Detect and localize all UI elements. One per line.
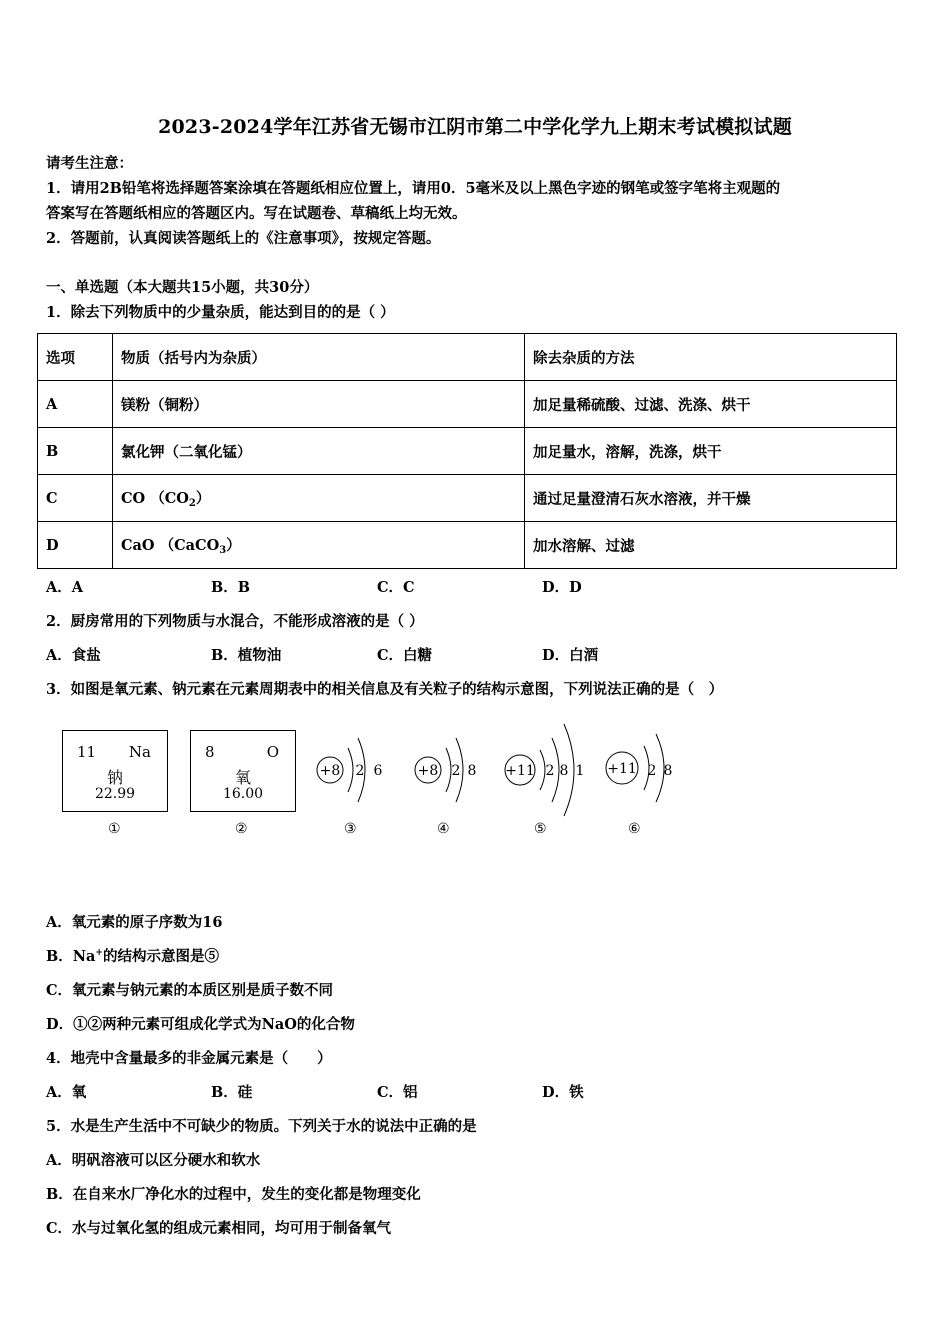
q3-choice-b <box>46 945 219 966</box>
q4-choice-b: B．硅 <box>211 1084 253 1101</box>
table-row <box>38 475 897 522</box>
exam-title: 2023-2024学年江苏省无锡市江阴市第二中学化学九上期末考试模拟试题 <box>158 116 792 138</box>
q2-choice-d: D．白酒 <box>542 647 599 664</box>
q4-choice-c: C．铝 <box>377 1084 418 1101</box>
formula-text: ） <box>226 537 241 554</box>
atom-diagram-5 <box>505 724 584 816</box>
electron-shell-arc <box>446 748 451 792</box>
figure-label-1: ① <box>108 821 121 837</box>
table-cell-substance: 镁粉（铜粉） <box>113 381 525 428</box>
table-header-cell: 选项 <box>38 334 113 381</box>
electron-shell-arc <box>540 750 545 790</box>
q4-choice-d: D．铁 <box>542 1084 584 1101</box>
notice-item-1-line-1: 1．请用2B铅笔将选择题答案涂填在答题纸相应位置上，请用0．5毫米及以上黑色字迹的钢笔或签字笔将主观题的 <box>46 180 781 197</box>
table-cell-method: 加足量稀硫酸、过滤、洗涤、烘干 <box>525 381 897 428</box>
q5-choice-c: C．水与过氧化氢的组成元素相同，均可用于制备氧气 <box>46 1220 392 1237</box>
table-cell-method: 加水溶解、过滤 <box>525 522 897 569</box>
choice-text: B．Na <box>46 948 96 965</box>
atom-diagram-4 <box>415 738 476 802</box>
q4-stem: 4．地壳中含量最多的非金属元素是（ ） <box>46 1050 332 1067</box>
element-card-oxygen <box>190 730 296 812</box>
q1-table <box>37 333 897 569</box>
ion-charge: + <box>95 948 103 958</box>
shell-electron-count: 2 <box>451 763 461 779</box>
figure-label-3: ③ <box>344 821 357 837</box>
table-cell-substance <box>113 475 525 522</box>
nucleus-charge: +11 <box>505 763 535 779</box>
q3-choice-a: A．氧元素的原子序数为16 <box>46 914 223 931</box>
q1-stem: 1．除去下列物质中的少量杂质，能达到目的的是（ ） <box>46 304 395 321</box>
q2-choice-c: C．白糖 <box>377 647 433 664</box>
notice-heading: 请考生注意： <box>46 155 133 172</box>
table-row <box>38 428 897 475</box>
shell-electron-count: 8 <box>663 763 673 779</box>
nucleus-charge: +8 <box>417 763 439 779</box>
q2-choice-a: A．食盐 <box>46 647 101 664</box>
table-cell-option: D <box>38 522 113 569</box>
table-cell-method: 通过足量澄清石灰水溶液，并干燥 <box>525 475 897 522</box>
element-number: 11 <box>77 743 97 761</box>
figure-label-5: ⑤ <box>534 821 547 837</box>
table-header-cell: 物质（括号内为杂质） <box>113 334 525 381</box>
table-row <box>38 522 897 569</box>
electron-shell-arc <box>348 748 353 792</box>
shell-electron-count: 2 <box>355 763 365 779</box>
q1-choice-b: B．B <box>211 579 251 596</box>
table-cell-option: B <box>38 428 113 475</box>
formula-text: ） <box>195 490 211 507</box>
element-mass: 22.99 <box>94 786 136 802</box>
formula-text: CaO （CaCO <box>121 537 220 554</box>
shell-electron-count: 1 <box>575 763 585 779</box>
element-symbol: O <box>266 743 279 761</box>
q5-choice-a: A．明矾溶液可以区分硬水和软水 <box>46 1152 261 1169</box>
table-cell-substance: 氯化钾（二氧化锰） <box>113 428 525 475</box>
atomic-structure-diagrams <box>300 710 700 820</box>
q1-choice-a: A．A <box>46 579 84 596</box>
section-heading: 一、单选题（本大题共15小题，共30分） <box>46 279 319 296</box>
table-row <box>38 381 897 428</box>
element-mass: 16.00 <box>222 786 264 802</box>
nucleus-charge: +11 <box>607 761 637 777</box>
shell-electron-count: 8 <box>559 763 569 779</box>
q4-choice-a: A．氧 <box>46 1084 87 1101</box>
figure-label-4: ④ <box>437 821 450 837</box>
notice-item-1-line-2: 答案写在答题纸相应的答题区内。写在试题卷、草稿纸上均无效。 <box>46 205 467 222</box>
figure-label-6: ⑥ <box>628 821 641 837</box>
q2-stem: 2．厨房常用的下列物质与水混合，不能形成溶液的是（ ） <box>46 613 424 630</box>
table-cell-option: C <box>38 475 113 522</box>
figure-label-2: ② <box>235 821 248 837</box>
element-name: 氧 <box>234 768 251 787</box>
table-cell-option: A <box>38 381 113 428</box>
element-symbol: Na <box>128 743 151 761</box>
notice-item-2: 2．答题前，认真阅读答题纸上的《注意事项》，按规定答题。 <box>46 230 441 247</box>
q3-choice-c: C．氧元素与钠元素的本质区别是质子数不同 <box>46 982 334 999</box>
shell-electron-count: 2 <box>647 763 657 779</box>
shell-electron-count: 2 <box>545 763 555 779</box>
atom-diagram-3 <box>317 738 383 802</box>
table-cell-substance <box>113 522 525 569</box>
q5-choice-b: B．在自来水厂净化水的过程中，发生的变化都是物理变化 <box>46 1186 421 1203</box>
atom-diagram-6 <box>606 734 672 802</box>
shell-electron-count: 8 <box>467 763 477 779</box>
table-cell-method: 加足量水，溶解，洗涤，烘干 <box>525 428 897 475</box>
q5-stem: 5．水是生产生活中不可缺少的物质。下列关于水的说法中正确的是 <box>46 1118 477 1135</box>
q1-choice-c: C．C <box>377 579 415 596</box>
q2-choice-b: B．植物油 <box>211 647 282 664</box>
shell-electron-count: 6 <box>373 763 383 779</box>
nucleus-charge: +8 <box>319 763 341 779</box>
formula-subscript: 2 <box>188 498 196 509</box>
element-name: 钠 <box>106 768 123 787</box>
table-header-cell: 除去杂质的方法 <box>525 334 897 381</box>
q3-stem: 3．如图是氧元素、钠元素在元素周期表中的相关信息及有关粒子的结构示意图，下列说法正确的是（ ） <box>46 681 724 698</box>
choice-text: 的结构示意图是⑤ <box>102 948 219 965</box>
formula-text: CO （CO <box>121 490 189 507</box>
table-header-row <box>38 334 897 381</box>
q1-choice-d: D．D <box>542 579 582 596</box>
element-number: 8 <box>205 743 215 761</box>
q3-choice-d: D．①②两种元素可组成化学式为NaO的化合物 <box>46 1016 355 1033</box>
element-card-sodium <box>62 730 168 812</box>
formula-subscript: 3 <box>219 545 227 556</box>
